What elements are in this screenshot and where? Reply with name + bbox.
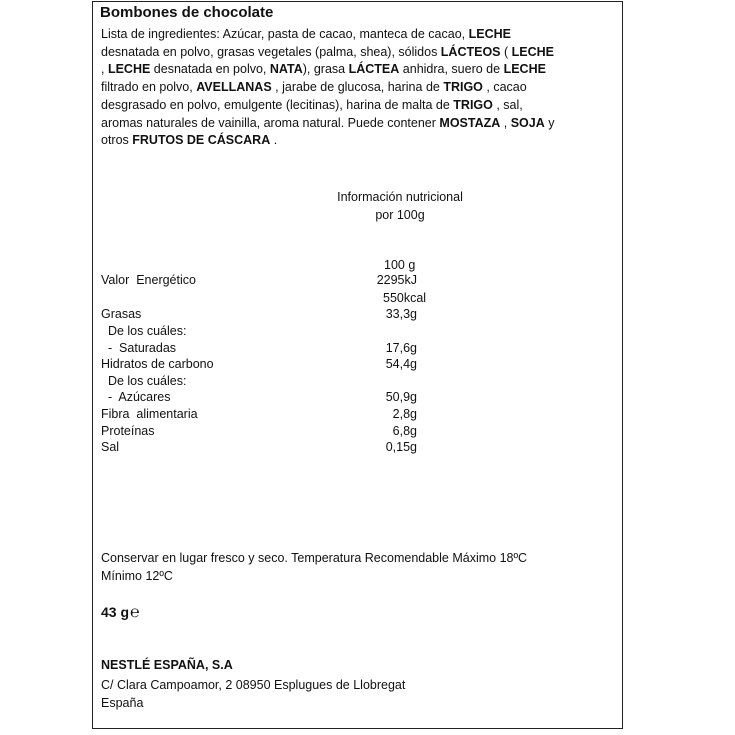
nutrition-label: - Azúcares [101, 390, 171, 404]
allergen: LECHE [511, 44, 555, 59]
storage-line-1: Conservar en lugar fresco y seco. Temperatura Recomendable Máximo 18ºC [101, 551, 528, 565]
allergen: LECHE [468, 27, 511, 41]
net-weight [101, 604, 140, 622]
nutrition-row [101, 390, 431, 407]
ingredient-text: , [500, 115, 511, 130]
allergen: LECHE [107, 62, 151, 77]
ingredient-text: anhidra, suero de [399, 62, 504, 77]
nutrition-value: 50,9g [385, 390, 417, 404]
nutrition-label: De los cuáles: [101, 374, 187, 388]
nutrition-row [101, 374, 431, 391]
nutrition-value: 2295kJ [376, 273, 417, 287]
ingredient-text: filtrado en polvo, [101, 80, 197, 95]
nutrition-label: Grasas [101, 307, 142, 321]
allergen: LECHE [503, 62, 546, 77]
ingredient-text: . [270, 133, 278, 148]
allergen: AVELLANAS [196, 80, 272, 95]
nutrition-row [101, 424, 431, 441]
nutrition-row [101, 407, 431, 424]
nutrition-label: Sal [101, 440, 120, 454]
nutrition-label: - Saturadas [101, 341, 177, 355]
nutrition-per: por 100g [375, 208, 425, 222]
allergen: TRIGO [453, 97, 493, 112]
ingredient-text: otros [101, 133, 133, 148]
allergen: LÁCTEOS [440, 44, 501, 59]
ingredient-text: Lista de ingredientes: Azúcar, pasta de cacao, manteca de cacao, [101, 27, 469, 41]
nutrition-row [101, 324, 431, 341]
ingredient-text: ( [500, 44, 512, 59]
company-name: NESTLÉ ESPAÑA, S.A [101, 658, 233, 672]
nutrition-row [101, 307, 431, 324]
nutrition-value: 2,8g [392, 407, 417, 421]
storage-instructions [101, 549, 527, 585]
ingredients-line [101, 132, 621, 150]
nutrition-label: Valor Energético [101, 273, 196, 287]
nutrition-row [101, 273, 431, 290]
nutrition-kcal: 550kcal [383, 291, 427, 305]
nutrition-row [101, 341, 431, 358]
nutrition-value: 54,4g [385, 357, 417, 371]
allergen: SOJA [510, 115, 545, 130]
allergen: NATA [269, 62, 303, 77]
ingredient-text: ), grasa [302, 62, 349, 77]
allergen: FRUTOS DE CÁSCARA [132, 133, 271, 148]
nutrition-value: 33,3g [385, 307, 417, 321]
address-line-1: C/ Clara Campoamor, 2 08950 Esplugues de Llobregat [101, 678, 406, 692]
nutrition-row [101, 357, 431, 374]
ingredient-text: , sal, [492, 97, 523, 112]
nutrition-title: Información nutricional [337, 190, 463, 204]
allergen: TRIGO [443, 80, 483, 95]
address-line-2: España [101, 696, 144, 710]
ingredients-line [101, 44, 621, 62]
ingredients-line [101, 61, 621, 79]
storage-line-2: Mínimo 12ºC [101, 569, 173, 583]
nutrition-label: De los cuáles: [101, 324, 187, 338]
estimated-sign: ℮ [130, 604, 140, 621]
ingredient-text: y [544, 115, 555, 130]
ingredients-line [101, 97, 621, 115]
nutrition-label: Proteínas [101, 424, 155, 438]
nutrition-heading [300, 188, 500, 224]
ingredient-text: , jarabe de glucosa, harina de [271, 80, 444, 95]
ingredients-line [101, 115, 621, 133]
nutrition-value: 17,6g [385, 341, 417, 355]
nutrition-row [101, 440, 431, 457]
allergen: MOSTAZA [439, 115, 501, 130]
product-title: Bombones de chocolate [100, 4, 274, 21]
ingredient-text: desnatada en polvo, [150, 62, 270, 77]
nutrition-value: 0,15g [385, 440, 417, 454]
ingredient-text: desnatada en polvo, grasas vegetales (palma, shea), sólidos [101, 44, 441, 59]
allergen: LÁCTEA [348, 62, 400, 77]
nutrition-value: 6,8g [392, 424, 417, 438]
net-weight-value: 43 g [101, 604, 130, 620]
ingredients-line [101, 79, 621, 97]
ingredient-text: , cacao [482, 80, 527, 95]
nutrition-column-header: 100 g [384, 258, 416, 272]
nutrition-label: Hidratos de carbono [101, 357, 214, 371]
ingredient-text: desgrasado en polvo, emulgente (lecitinas), harina de malta de [101, 97, 454, 112]
ingredient-text: , [101, 62, 108, 77]
company-address [101, 676, 405, 712]
ingredients-line [101, 26, 621, 44]
ingredient-text: aromas naturales de vainilla, aroma natural. Puede contener [101, 115, 440, 130]
nutrition-label: Fibra alimentaria [101, 407, 198, 421]
ingredients-list [101, 26, 621, 150]
